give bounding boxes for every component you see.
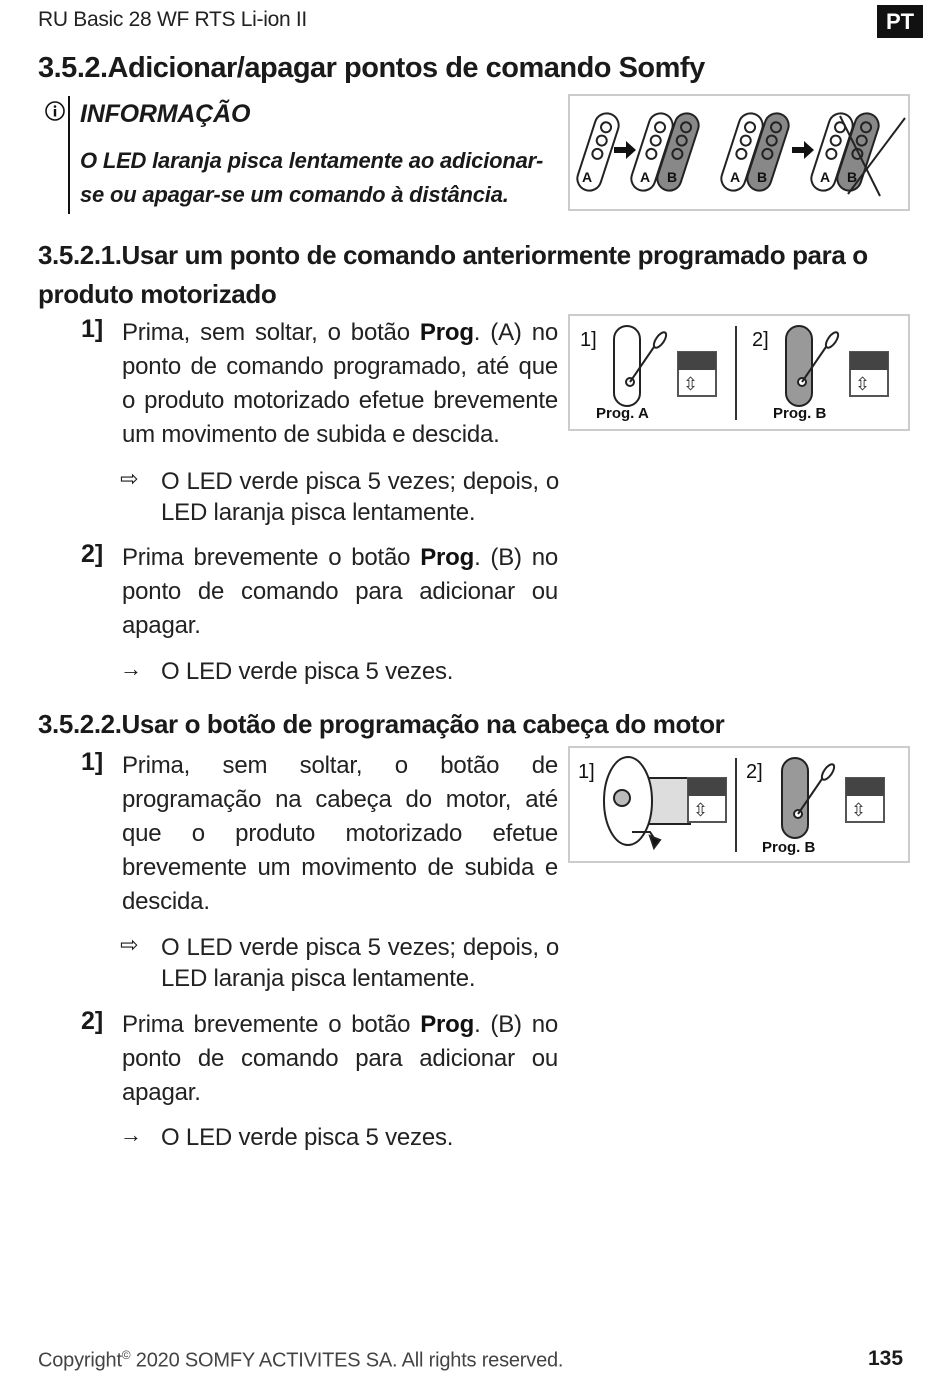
- info-text: O LED laranja pisca lentamente ao adicionar-se ou apagar-se um comando à distância.: [80, 148, 544, 207]
- fig-prog-label: Prog. B: [773, 405, 827, 422]
- result-arrow-icon: →: [120, 656, 142, 681]
- svg-text:⇳: ⇳: [683, 374, 699, 394]
- subsection-title: 3.5.2.2.Usar o botão de programação na cabeça do motor: [38, 709, 725, 739]
- subsection-title: 3.5.2.1.Usar um ponto de comando anteriormente programado para o produto motorizado: [38, 240, 868, 309]
- prog-buttons-figure: [568, 314, 910, 431]
- step-text: Prima brevemente o botão Prog. (B) no ponto de comando para adicionar ou apagar.: [122, 1011, 558, 1106]
- fig-prog-label: Prog. B: [762, 839, 816, 856]
- fig-label: A: [582, 169, 593, 185]
- fig-step-label: 1]: [578, 761, 595, 783]
- result-text: O LED verde pisca 5 vezes.: [161, 1124, 454, 1151]
- section-title: 3.5.2.Adicionar/apagar pontos de comando Somfy: [38, 52, 705, 84]
- motor-head-icon: [604, 757, 690, 848]
- step-number: 2]: [81, 540, 104, 568]
- svg-text:⇳: ⇳: [851, 800, 867, 820]
- remote-icon: [614, 326, 640, 406]
- result-text: O LED verde pisca 5 vezes.: [161, 658, 454, 685]
- shutter-icon: [678, 352, 716, 396]
- svg-text:⇳: ⇳: [855, 374, 871, 394]
- fig-step-label: 1]: [580, 329, 597, 351]
- result-arrow-icon: ⇨: [120, 466, 139, 491]
- step-text: Prima, sem soltar, o botão Prog. (A) no ponto de comando programado, até que o produto motorizado efetue brevemente um movimento de subida e descida.: [122, 319, 559, 448]
- fig-label: B: [847, 169, 858, 185]
- svg-text:⇳: ⇳: [693, 800, 709, 820]
- document-product-name: RU Basic 28 WF RTS Li-ion II: [38, 8, 307, 31]
- fig-prog-label: Prog. A: [596, 405, 649, 422]
- remote-icon: [782, 758, 808, 838]
- step-text: Prima brevemente o botão Prog. (B) no ponto de comando para adicionar ou apagar.: [122, 544, 558, 639]
- fig-label: A: [640, 169, 651, 185]
- result-arrow-icon: ⇨: [120, 932, 139, 957]
- info-title: INFORMAÇÃO: [80, 100, 251, 128]
- info-divider: [68, 96, 70, 214]
- remote-icon: [786, 326, 812, 406]
- fig-step-label: 2]: [752, 329, 769, 351]
- step-number: 1]: [81, 315, 104, 343]
- step-text: Prima, sem soltar, o botão de programação na cabeça do motor, até que o produto motorizado efetue brevemente um movimento de subida e descida.: [122, 752, 558, 915]
- result-text: O LED verde pisca 5 vezes; depois, o LED laranja pisca lentamente.: [161, 468, 559, 526]
- motor-head-figure: [568, 746, 910, 863]
- fig-label: A: [820, 169, 831, 185]
- step-number: 1]: [81, 748, 104, 776]
- shutter-icon: [850, 352, 888, 396]
- info-icon: [44, 100, 66, 127]
- shutter-icon: [846, 778, 884, 822]
- result-arrow-icon: →: [120, 1122, 142, 1147]
- result-text: O LED verde pisca 5 vezes; depois, o LED laranja pisca lentamente.: [161, 934, 559, 992]
- shutter-icon: [688, 778, 726, 822]
- step-number: 2]: [81, 1007, 104, 1035]
- fig-step-label: 2]: [746, 761, 763, 783]
- remotes-figure: [568, 94, 910, 211]
- footer-copyright: Copyright© 2020 SOMFY ACTIVITES SA. All rights reserved.: [38, 1348, 564, 1372]
- fig-label: A: [730, 169, 741, 185]
- fig-label: B: [667, 169, 678, 185]
- language-badge: PT: [877, 5, 923, 38]
- page-number: 135: [868, 1347, 904, 1370]
- fig-label: B: [757, 169, 768, 185]
